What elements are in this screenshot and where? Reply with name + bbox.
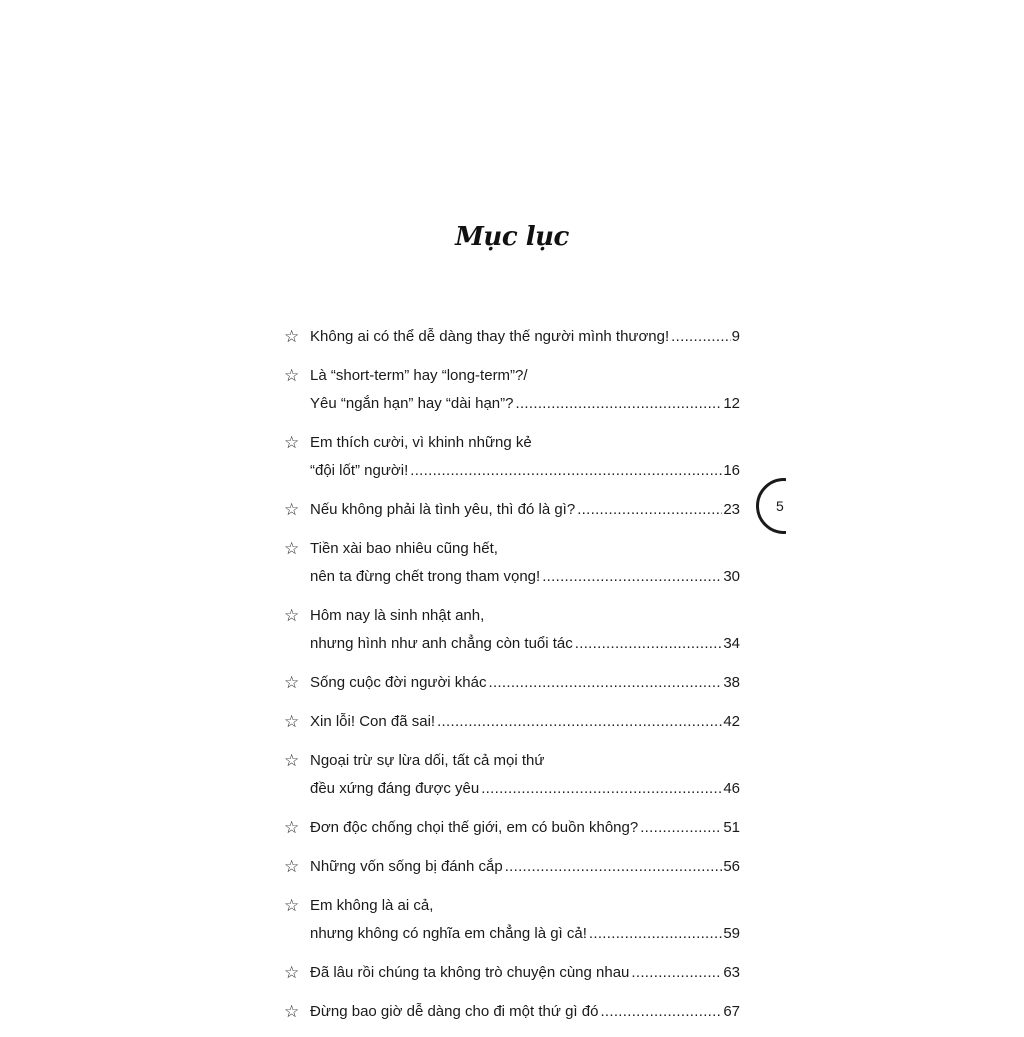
toc-entry-last-line xyxy=(310,775,740,803)
toc-entry-page: 9 xyxy=(731,328,740,345)
toc-entry-body xyxy=(310,496,740,524)
toc-entry-body xyxy=(310,747,740,803)
toc-entry xyxy=(284,959,740,987)
dot-leader xyxy=(589,920,722,948)
toc-entry-last-line xyxy=(310,814,740,842)
toc-entry-title-line: Sống cuộc đời người khác xyxy=(310,674,487,691)
star-icon: ☆ xyxy=(284,606,300,626)
toc-entry xyxy=(284,747,740,803)
toc-entry xyxy=(284,496,740,524)
dot-leader xyxy=(600,998,722,1026)
dot-leader xyxy=(515,390,722,418)
toc-entry-title-line: Yêu “ngắn hạn” hay “dài hạn”? xyxy=(310,395,514,412)
toc-entry-body xyxy=(310,669,740,697)
dot-leader xyxy=(671,323,730,351)
toc-entry-title-line: Là “short-term” hay “long-term”?/ xyxy=(310,367,528,384)
star-icon: ☆ xyxy=(284,366,300,386)
toc-entry xyxy=(284,429,740,485)
toc-entry-body xyxy=(310,959,740,987)
table-of-contents xyxy=(284,323,740,1037)
toc-entry-last-line xyxy=(310,669,740,697)
toc-entry-last-line xyxy=(310,853,740,881)
toc-entry-title-line: Không ai có thể dễ dàng thay thế người mình thương! xyxy=(310,328,670,345)
toc-entry-body xyxy=(310,853,740,881)
toc-entry xyxy=(284,535,740,591)
toc-entry-page: 16 xyxy=(723,462,740,479)
toc-entry-title-line: nhưng không có nghĩa em chẳng là gì cả! xyxy=(310,925,587,942)
star-icon: ☆ xyxy=(284,539,300,559)
dot-leader xyxy=(505,853,723,881)
toc-entry-title-line: Đừng bao giờ dễ dàng cho đi một thứ gì đó xyxy=(310,1003,599,1020)
star-icon: ☆ xyxy=(284,963,300,983)
toc-entry-title-line: nhưng hình như anh chẳng còn tuổi tác xyxy=(310,635,573,652)
toc-entry-page: 56 xyxy=(723,858,740,875)
dot-leader xyxy=(640,814,722,842)
toc-entry-page: 63 xyxy=(723,964,740,981)
toc-entry-last-line xyxy=(310,630,740,658)
toc-entry-title-line: Em không là ai cả, xyxy=(310,897,434,914)
toc-entry-last-line xyxy=(310,390,740,418)
toc-entry-last-line xyxy=(310,496,740,524)
toc-entry-title-line: Hôm nay là sinh nhật anh, xyxy=(310,607,485,624)
toc-entry-title-line: Nếu không phải là tình yêu, thì đó là gì? xyxy=(310,501,576,518)
toc-entry-last-line xyxy=(310,998,740,1026)
toc-entry-title-line: Đơn độc chống chọi thế giới, em có buồn không? xyxy=(310,819,639,836)
toc-entry-body xyxy=(310,323,740,351)
toc-entry xyxy=(284,998,740,1026)
toc-entry-title-line: đều xứng đáng được yêu xyxy=(310,780,480,797)
toc-entry-last-line xyxy=(310,708,740,736)
toc-entry-title-line: Tiền xài bao nhiêu cũng hết, xyxy=(310,540,498,557)
toc-entry-last-line xyxy=(310,457,740,485)
toc-entry-page: 46 xyxy=(723,780,740,797)
star-icon: ☆ xyxy=(284,857,300,877)
toc-entry-last-line xyxy=(310,323,740,351)
toc-entry-last-line xyxy=(310,959,740,987)
dot-leader xyxy=(488,669,722,697)
toc-entry-last-line xyxy=(310,920,740,948)
toc-entry-page: 51 xyxy=(723,819,740,836)
toc-entry-body xyxy=(310,602,740,658)
toc-entry xyxy=(284,892,740,948)
toc-entry-page: 30 xyxy=(723,568,740,585)
dot-leader xyxy=(542,563,722,591)
star-icon: ☆ xyxy=(284,1002,300,1022)
toc-entry xyxy=(284,814,740,842)
toc-entry xyxy=(284,323,740,351)
star-icon: ☆ xyxy=(284,751,300,771)
toc-entry-body xyxy=(310,429,740,485)
toc-entry xyxy=(284,362,740,418)
toc-entry-last-line xyxy=(310,563,740,591)
toc-entry-title-line: Ngoại trừ sự lừa dối, tất cả mọi thứ xyxy=(310,752,545,769)
star-icon: ☆ xyxy=(284,327,300,347)
toc-entry-body xyxy=(310,535,740,591)
toc-entry-title-line: Xin lỗi! Con đã sai! xyxy=(310,713,436,730)
toc-entry-body xyxy=(310,892,740,948)
toc-entry-page: 34 xyxy=(723,635,740,652)
star-icon: ☆ xyxy=(284,433,300,453)
star-icon: ☆ xyxy=(284,673,300,693)
toc-entry xyxy=(284,708,740,736)
dot-leader xyxy=(631,959,722,987)
toc-entry-body xyxy=(310,362,740,418)
toc-entry-title-line: Những vốn sống bị đánh cắp xyxy=(310,858,503,875)
toc-entry-page: 38 xyxy=(723,674,740,691)
toc-entry-page: 42 xyxy=(723,713,740,730)
toc-entry-page: 59 xyxy=(723,925,740,942)
toc-entry-page: 23 xyxy=(723,501,740,518)
page-number: 5 xyxy=(776,498,784,514)
toc-entry-page: 67 xyxy=(723,1003,740,1020)
toc-entry-title-line: “đội lốt” người! xyxy=(310,462,409,479)
toc-entry xyxy=(284,853,740,881)
dot-leader xyxy=(481,775,722,803)
toc-entry-body xyxy=(310,998,740,1026)
page-number-circle xyxy=(756,478,812,534)
toc-entry-body xyxy=(310,814,740,842)
dot-leader xyxy=(410,457,722,485)
star-icon: ☆ xyxy=(284,818,300,838)
toc-entry-body xyxy=(310,708,740,736)
star-icon: ☆ xyxy=(284,500,300,520)
toc-entry-title-line: Em thích cười, vì khinh những kẻ xyxy=(310,434,532,451)
toc-entry xyxy=(284,602,740,658)
toc-entry-title-line: Đã lâu rồi chúng ta không trò chuyện cùng nhau xyxy=(310,964,630,981)
toc-entry-page: 12 xyxy=(723,395,740,412)
dot-leader xyxy=(437,708,722,736)
dot-leader xyxy=(577,496,722,524)
page-title: Mục lục xyxy=(455,222,569,252)
toc-entry xyxy=(284,669,740,697)
star-icon: ☆ xyxy=(284,712,300,732)
toc-entry-title-line: nên ta đừng chết trong tham vọng! xyxy=(310,568,541,585)
dot-leader xyxy=(575,630,723,658)
star-icon: ☆ xyxy=(284,896,300,916)
